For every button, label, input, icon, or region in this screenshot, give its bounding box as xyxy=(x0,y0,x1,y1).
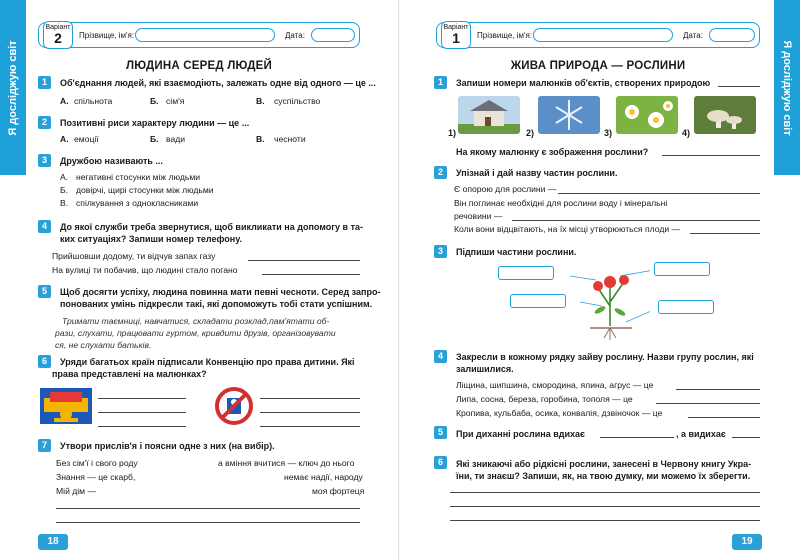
page-number: 19 xyxy=(732,534,762,550)
proverb-start[interactable]: Мій дім — xyxy=(56,486,97,496)
question-number: 2 xyxy=(38,116,51,129)
side-tab-left xyxy=(0,0,26,175)
picture-tag: 4) xyxy=(682,128,691,138)
picture-tag: 2) xyxy=(526,128,535,138)
answer-prompt: Липа, сосна, береза, горобина, тополя — це xyxy=(456,394,633,404)
variant-box xyxy=(441,21,471,49)
answer-line[interactable] xyxy=(512,220,760,221)
plant-label-box[interactable] xyxy=(510,294,566,308)
answer-line[interactable] xyxy=(262,274,360,275)
italic-text[interactable]: рази, слухати, працювати гуртом, кривдити друзів, організовувати xyxy=(55,328,336,338)
option-letter: В. xyxy=(256,96,265,106)
option-letter: Б. xyxy=(150,96,159,106)
question-number: 1 xyxy=(434,76,447,89)
question-text: їни, ти знаєш? Запиши, як, на твою думку, ми можемо їх зберегти. xyxy=(456,471,751,481)
option-text[interactable]: спільнота xyxy=(74,96,113,106)
answer-line[interactable] xyxy=(662,155,760,156)
side-tab-label: Я досліджую світ xyxy=(781,39,793,136)
variant-label: Варіант xyxy=(45,24,71,31)
option-text[interactable]: емоції xyxy=(74,134,99,144)
question-text: Упізнай і дай назву частин рослини. xyxy=(456,168,618,178)
page-title: ЖИВА ПРИРОДА — РОСЛИНИ xyxy=(510,60,686,72)
option-text[interactable]: довірчі, щирі стосунки між людьми xyxy=(76,185,214,195)
question-text: На якому малюнку є зображення рослини? xyxy=(456,147,649,157)
answer-line[interactable] xyxy=(656,403,760,404)
name-label: Прізвище, ім'я: xyxy=(477,31,533,40)
name-field[interactable] xyxy=(533,28,673,42)
answer-line[interactable] xyxy=(260,398,360,399)
option-letter: В. xyxy=(256,134,265,144)
question-text: При диханні рослина вдихає xyxy=(456,429,585,439)
plant-label-box[interactable] xyxy=(654,262,710,276)
question-text: залишилися. xyxy=(456,364,514,374)
italic-text[interactable]: ся, не слухати батьків. xyxy=(55,340,152,350)
question-text: Закресли в кожному рядку зайву рослину. Назви групу рослин, які xyxy=(456,352,754,362)
rights-picture-1 xyxy=(40,388,92,424)
answer-prompt: Він поглинає необхідні для рослини воду і мінеральні xyxy=(454,198,668,208)
proverb-end[interactable]: моя фортеця xyxy=(312,486,365,496)
answer-line[interactable] xyxy=(260,426,360,427)
answer-prompt: Кропива, кульбаба, осика, конвалія, дзвіночок — це xyxy=(456,408,663,418)
question-text: Підпиши частини рослини. xyxy=(456,247,577,257)
option-letter: Б. xyxy=(60,185,69,195)
variant-box xyxy=(43,21,73,49)
answer-line[interactable] xyxy=(98,426,186,427)
answer-line[interactable] xyxy=(450,520,760,521)
answer-prompt: Коли вони відцвітають, на їх місці утворюються плоди — xyxy=(454,224,681,234)
answer-line[interactable] xyxy=(450,492,760,493)
question-text: , а видихає xyxy=(676,429,726,439)
option-text[interactable]: чесноти xyxy=(274,134,306,144)
italic-text[interactable]: Тримати таємниці, навчатися, складати розклад,пам'ятати об- xyxy=(62,316,330,326)
name-field[interactable] xyxy=(135,28,275,42)
side-tab-right xyxy=(774,0,800,175)
variant-number: 1 xyxy=(452,30,460,46)
question-text: Об'єднання людей, які взаємодіють, залежать одне від одного — це ... xyxy=(60,78,376,88)
picture-snowflake xyxy=(538,96,600,134)
question-text: Які зникаючі або рідкісні рослини, занесені в Червону книгу Укра- xyxy=(456,459,752,469)
question-text: Щоб досягти успіху, людина повинна мати певні чесноти. Серед запро- xyxy=(60,287,381,297)
answer-line[interactable] xyxy=(688,417,760,418)
option-text[interactable]: вади xyxy=(166,134,186,144)
date-field[interactable] xyxy=(311,28,355,42)
proverb-start[interactable]: Без сім'ї і свого роду xyxy=(56,458,138,468)
question-text: права представлені на малюнках? xyxy=(52,369,207,379)
answer-prompt: Ліщина, шипшина, смородина, ялина, агрус — це xyxy=(456,380,654,390)
answer-line[interactable] xyxy=(98,412,186,413)
question-text: Позитивні риси характеру людини — це ... xyxy=(60,118,250,128)
question-text: Уряди багатьох країн підписали Конвенцію про права дитини. Які xyxy=(60,357,355,367)
answer-line[interactable] xyxy=(676,389,760,390)
answer-line[interactable] xyxy=(732,437,760,438)
plant-label-box[interactable] xyxy=(498,266,554,280)
answer-line[interactable] xyxy=(718,86,760,87)
rights-picture-2 xyxy=(214,386,254,426)
question-number: 2 xyxy=(434,166,447,179)
answer-line[interactable] xyxy=(56,522,360,523)
picture-flowers xyxy=(616,96,678,134)
answer-line[interactable] xyxy=(56,508,360,509)
proverb-end[interactable]: немає надії, народу xyxy=(284,472,363,482)
question-text: понованих умінь підкресли такі, які допоможуть тобі стати успішним. xyxy=(60,299,373,309)
question-number: 5 xyxy=(434,426,447,439)
name-label: Прізвище, ім'я: xyxy=(79,31,135,40)
question-number: 3 xyxy=(434,245,447,258)
picture-tag: 1) xyxy=(448,128,457,138)
picture-house xyxy=(458,96,520,134)
answer-line[interactable] xyxy=(600,437,674,438)
question-text: Утвори прислів'я і поясни одне з них (на вибір). xyxy=(60,441,275,451)
option-letter: А. xyxy=(60,172,69,182)
answer-prompt: На вулиці ти побачив, що людині стало погано xyxy=(52,265,238,275)
question-text: ких ситуаціях? Запиши номер телефону. xyxy=(60,234,242,244)
question-number: 3 xyxy=(38,154,51,167)
answer-line[interactable] xyxy=(98,398,186,399)
option-letter: А. xyxy=(60,134,69,144)
side-tab-label: Я досліджую світ xyxy=(7,39,19,136)
answer-prompt: Прийшовши додому, ти відчув запах газу xyxy=(52,251,216,261)
date-field[interactable] xyxy=(709,28,755,42)
plant-label-box[interactable] xyxy=(658,300,714,314)
answer-line[interactable] xyxy=(558,193,760,194)
picture-tag: 3) xyxy=(604,128,613,138)
page-number: 18 xyxy=(38,534,68,550)
question-number: 4 xyxy=(38,220,51,233)
answer-prompt: Є опорою для рослини — xyxy=(454,184,557,194)
answer-line[interactable] xyxy=(450,506,760,507)
question-number: 7 xyxy=(38,439,51,452)
variant-number: 2 xyxy=(54,30,62,46)
question-text: Запиши номери малюнків об'єктів, створених природою xyxy=(456,78,711,88)
question-text: До якої служби треба звернутися, щоб викликати на допомогу в та- xyxy=(60,222,363,232)
question-number: 1 xyxy=(38,76,51,89)
variant-label: Варіант xyxy=(443,24,469,31)
date-label: Дата: xyxy=(683,31,703,40)
option-text[interactable]: суспільство xyxy=(274,96,321,106)
option-letter: Б. xyxy=(150,134,159,144)
picture-mushrooms xyxy=(694,96,756,134)
question-text: Дружбою називають ... xyxy=(60,156,163,166)
option-text[interactable]: сім'я xyxy=(166,96,185,106)
answer-prompt: речовини — xyxy=(454,211,503,221)
question-number: 4 xyxy=(434,350,447,363)
option-text[interactable]: негативні стосунки між людьми xyxy=(76,172,201,182)
option-text[interactable]: спілкування з однокласниками xyxy=(76,198,199,208)
question-number: 6 xyxy=(434,456,447,469)
student-header xyxy=(38,22,360,48)
option-letter: А. xyxy=(60,96,69,106)
proverb-end[interactable]: а вміння вчитися — ключ до нього xyxy=(218,458,355,468)
option-letter: В. xyxy=(60,198,69,208)
plant-illustration xyxy=(570,262,650,342)
proverb-start[interactable]: Знання — це скарб, xyxy=(56,472,136,482)
answer-line[interactable] xyxy=(690,233,760,234)
answer-line[interactable] xyxy=(248,260,360,261)
page-title: ЛЮДИНА СЕРЕД ЛЮДЕЙ xyxy=(126,60,272,72)
date-label: Дата: xyxy=(285,31,305,40)
student-header xyxy=(436,22,760,48)
question-number: 5 xyxy=(38,285,51,298)
question-number: 6 xyxy=(38,355,51,368)
right-page xyxy=(400,0,800,560)
answer-line[interactable] xyxy=(260,412,360,413)
